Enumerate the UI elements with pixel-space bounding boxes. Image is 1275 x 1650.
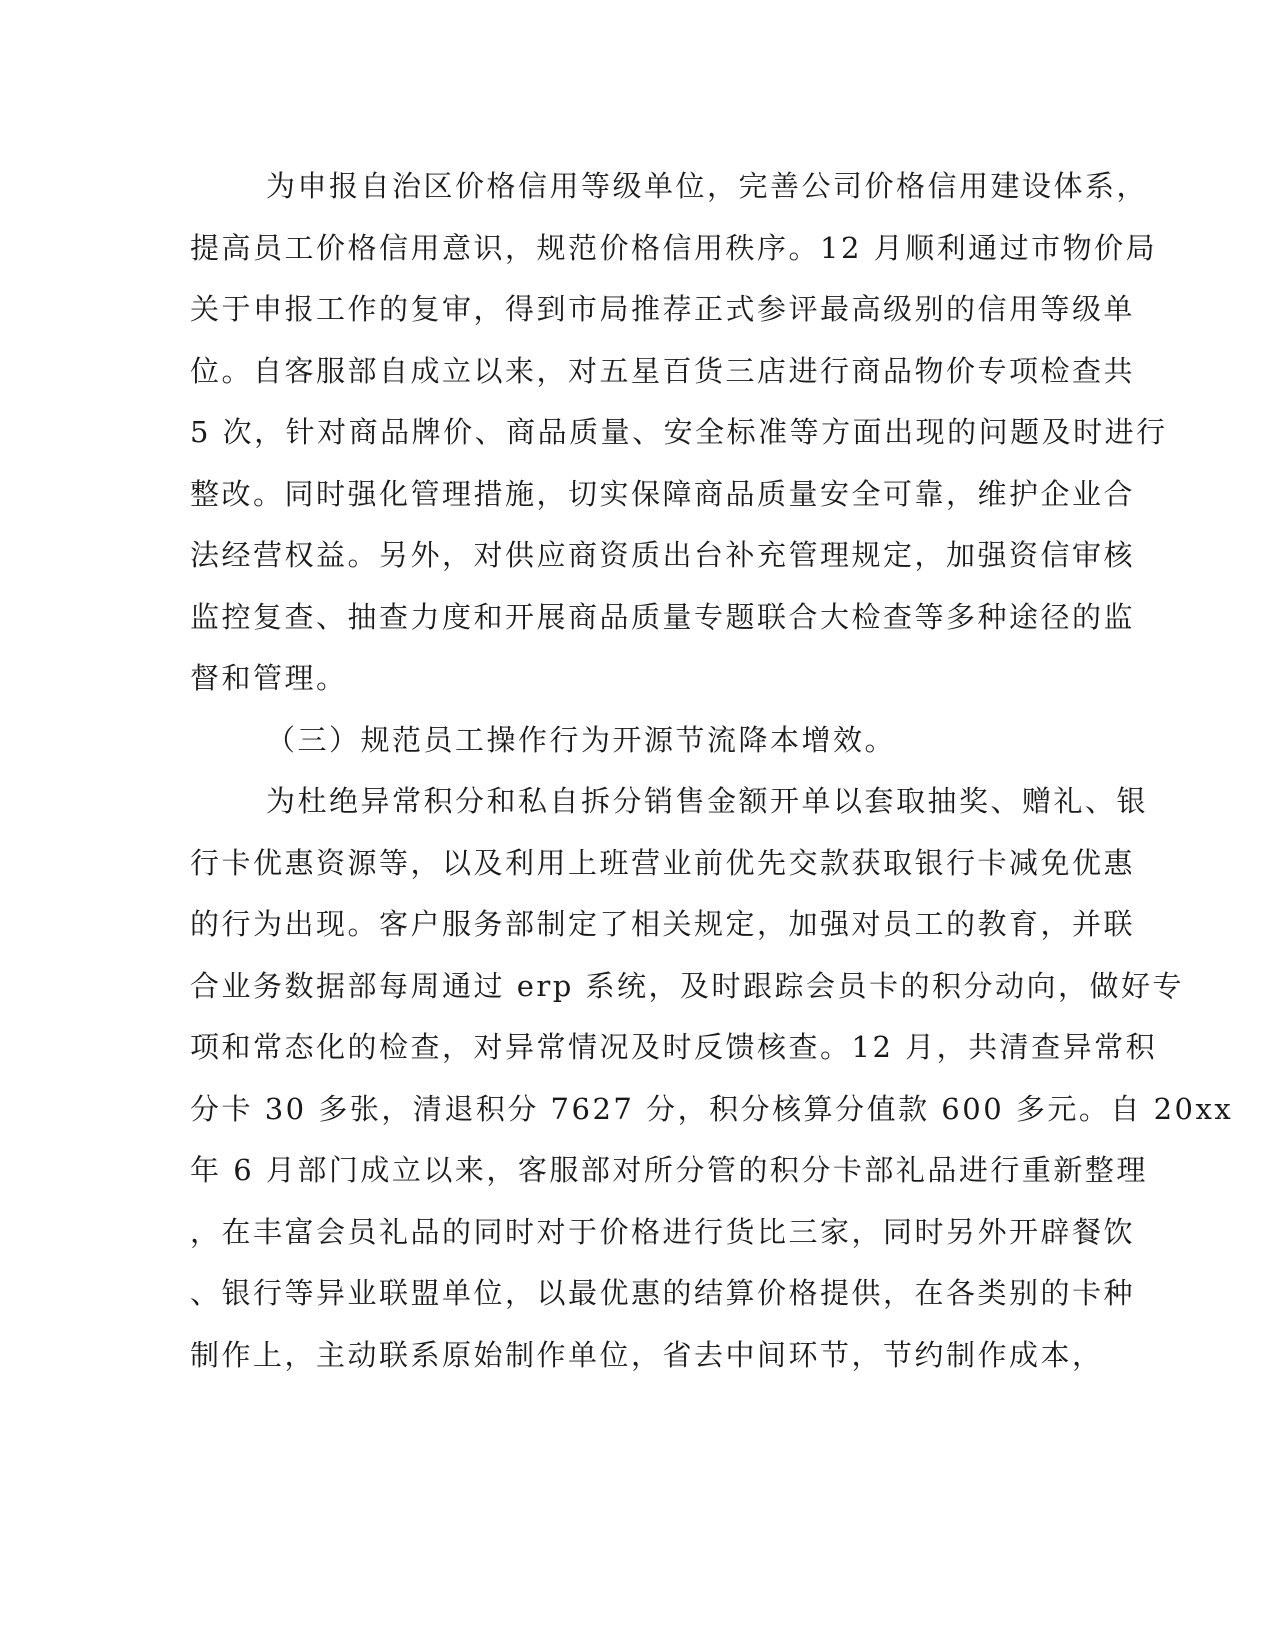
section-heading-text: （三）规范员工操作行为开源节流降本增效。 (266, 722, 897, 757)
paragraph-line: 项和常态化的检查，对异常情况及时反馈核查。12 月，共清查异常积 (190, 1030, 1158, 1064)
paragraph-line: 年 6 月部门成立以来，客服部对所分管的积分卡部礼品进行重新整理 (190, 1153, 1148, 1187)
paragraph-line: 、银行等异业联盟单位，以最优惠的结算价格提供，在各类别的卡种 (190, 1276, 1136, 1310)
paragraph-line: 行卡优惠资源等，以及利用上班营业前优先交款获取银行卡减免优惠 (190, 845, 1136, 880)
document-body (190, 156, 1234, 1386)
paragraph-line: 关于申报工作的复审，得到市局推荐正式参评最高级别的信用等级单 (190, 292, 1136, 326)
paragraph-line: ，在丰富会员礼品的同时对于价格进行货比三家，同时另外开辟餐饮 (190, 1214, 1136, 1249)
paragraph-line: 整改。同时强化管理措施，切实保障商品质量安全可靠，维护企业合 (190, 476, 1136, 511)
paragraph-line: 的行为出现。客户服务部制定了相关规定，加强对员工的教育，并联 (190, 907, 1136, 941)
paragraph-line: 提高员工价格信用意识，规范价格信用秩序。12 月顺利通过市物价局 (190, 230, 1158, 265)
paragraph-line: 5 次，针对商品牌价、商品质量、安全标准等方面出现的问题及时进行 (190, 415, 1168, 449)
paragraph-line: 监控复查、抽查力度和开展商品质量专题联合大检查等多种途径的监 (190, 599, 1136, 634)
section-heading-3 (190, 710, 1100, 772)
paragraph-line: 督和管理。 (190, 661, 348, 695)
paragraph-line: 合业务数据部每周通过 erp 系统，及时跟踪会员卡的积分动向，做好专 (190, 968, 1185, 1003)
paragraph-line: 位。自客服部自成立以来，对五星百货三店进行商品物价专项检查共 (190, 353, 1136, 388)
paragraph-line: 为杜绝异常积分和私自拆分销售金额开单以套取抽奖、赠礼、银 (266, 784, 1149, 818)
paragraph-line: 法经营权益。另外，对供应商资质出台补充管理规定，加强资信审核 (190, 538, 1136, 572)
paragraph-points-control (190, 771, 1234, 1386)
paragraph-price-credit (190, 156, 1168, 710)
paragraph-line: 分卡 30 多张，清退积分 7627 分，积分核算分值款 600 多元。自 20xx (190, 1091, 1234, 1126)
paragraph-line: 为申报自治区价格信用等级单位，完善公司价格信用建设体系， (266, 169, 1149, 203)
paragraph-line: 制作上，主动联系原始制作单位，省去中间环节，节约制作成本， (190, 1337, 1104, 1372)
